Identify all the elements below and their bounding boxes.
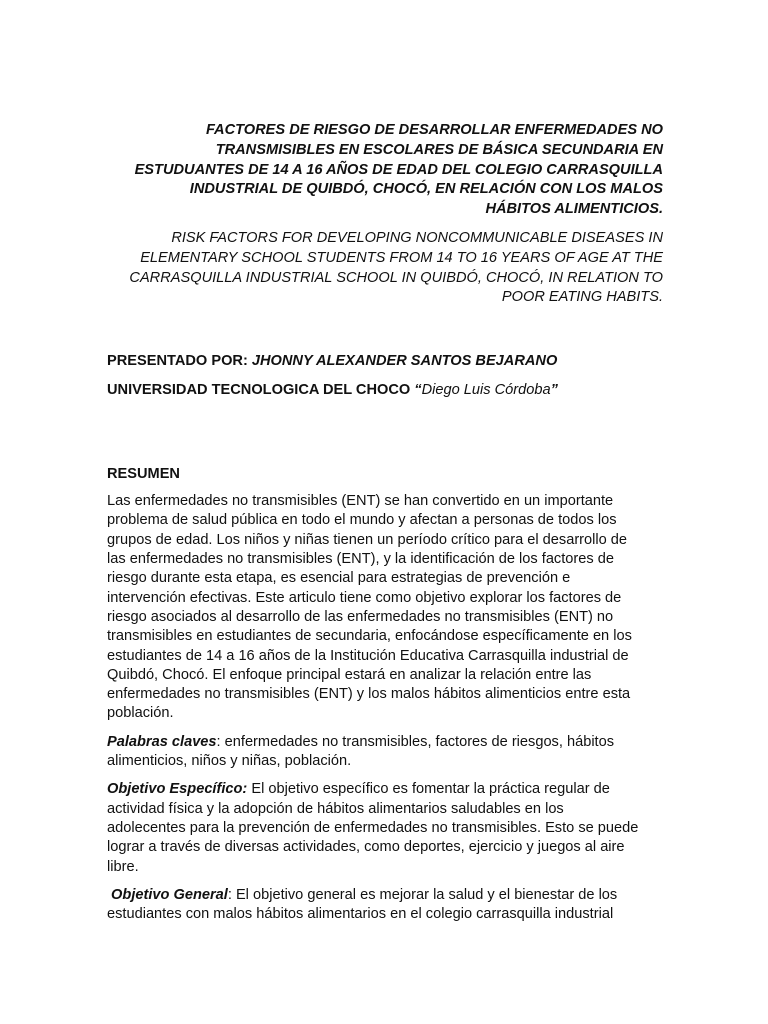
university-quote-open: “ (414, 382, 422, 399)
university-name: UNIVERSIDAD TECNOLOGICA DEL CHOCO (107, 382, 415, 399)
title-es-line: FACTORES DE RIESGO DE DESARROLLAR ENFERMEDADES NO (205, 122, 663, 138)
title-es-line: INDUSTRIAL DE QUIBDÓ, CHOCÓ, EN RELACIÓN CON LOS MALOS (189, 181, 663, 198)
title-en-line: POOR EATING HABITS. (501, 289, 663, 306)
resumen-line: riesgo asociados al desarrollo de las enfermedades no transmisibles (ENT) no (107, 608, 614, 625)
university-line (107, 381, 663, 400)
title-en-line: CARRASQUILLA INDUSTRIAL SCHOOL IN QUIBDÓ, CHOCÓ, IN RELATION TO (129, 269, 663, 286)
title-spanish (107, 121, 663, 220)
objetivo-general-paragraph (107, 886, 663, 925)
title-en-line: RISK FACTORS FOR DEVELOPING NONCOMMUNICABLE DISEASES IN (171, 229, 663, 246)
objetivo-general-line: estudiantes con malos hábitos alimentarios en el colegio carrasquilla industrial (107, 906, 614, 923)
presenter-label: PRESENTADO POR: (107, 353, 252, 370)
resumen-line: problema de salud pública en todo el mundo y afectan a personas de todos los (107, 512, 617, 529)
resumen-line: enfermedades no transmisibles (ENT) y los malos hábitos alimenticios entre esta (107, 686, 631, 703)
title-en-line: ELEMENTARY SCHOOL STUDENTS FROM 14 TO 16 YEARS OF AGE AT THE (140, 249, 663, 266)
resumen-line: estudiantes de 14 a 16 años de la Institución Educativa Carrasquilla industrial de (107, 647, 629, 664)
resumen-heading: RESUMEN (107, 466, 180, 483)
objetivo-general-line: : El objetivo general es mejorar la salud y el bienestar de los (227, 886, 618, 903)
keywords-label: Palabras claves (107, 733, 217, 750)
keywords-paragraph (107, 733, 663, 772)
objetivo-especifico-line: actividad física y la adopción de hábitos alimentarios saludables en los (107, 800, 564, 817)
objetivo-especifico-line: libre. (107, 858, 139, 875)
keywords-line: alimenticios, niños y niñas, población. (107, 753, 352, 770)
resumen-paragraph (107, 492, 663, 724)
resumen-line: población. (107, 705, 174, 722)
objetivo-especifico-line: lograr a través de diversas actividades, como deportes, ejercicio y juegos al aire (107, 839, 625, 856)
resumen-line: grupos de edad. Los niños y niñas tienen un período crítico para el desarrollo de (107, 531, 628, 548)
university-patron: Diego Luis Córdoba (421, 382, 551, 399)
resumen-line: intervención efectivas. Este articulo tiene como objetivo explorar los factores de (107, 589, 622, 606)
keywords-line: : enfermedades no transmisibles, factores de riesgos, hábitos (216, 733, 615, 750)
title-es-line: ESTUDUANTES DE 14 A 16 AÑOS DE EDAD DEL COLEGIO CARRASQUILLA (134, 161, 663, 178)
presenter-name: JHONNY ALEXANDER SANTOS BEJARANO (251, 353, 558, 370)
title-english (107, 229, 663, 308)
resumen-line: riesgo durante esta etapa, es esencial para estrategias de prevención e (107, 570, 571, 587)
objetivo-general-label: Objetivo General (107, 886, 228, 903)
document-page (107, 121, 663, 924)
objetivo-especifico-label: Objetivo Específico: (107, 781, 248, 798)
university-quote-close: ” (550, 382, 558, 399)
title-es-line: HÁBITOS ALIMENTICIOS. (485, 201, 663, 218)
resumen-line: transmisibles en estudiantes de secundaria, enfocándose específicamente en los (107, 628, 632, 645)
resumen-line: Las enfermedades no transmisibles (ENT) se han convertido en un importante (107, 493, 614, 510)
objetivo-especifico-line: adolecentes para la prevención de enfermedades no transmisibles. Esto se puede (107, 819, 639, 836)
presenter-line (107, 352, 663, 371)
objetivo-especifico-paragraph (107, 780, 663, 876)
resumen-line: Quibdó, Chocó. El enfoque principal estará en analizar la relación entre las (107, 666, 592, 683)
title-es-line: TRANSMISIBLES EN ESCOLARES DE BÁSICA SECUNDARIA EN (215, 141, 663, 158)
objetivo-especifico-line: El objetivo específico es fomentar la práctica regular de (247, 781, 610, 798)
resumen-line: las enfermedades no transmisibles (ENT), y la identificación de los factores de (107, 551, 614, 568)
